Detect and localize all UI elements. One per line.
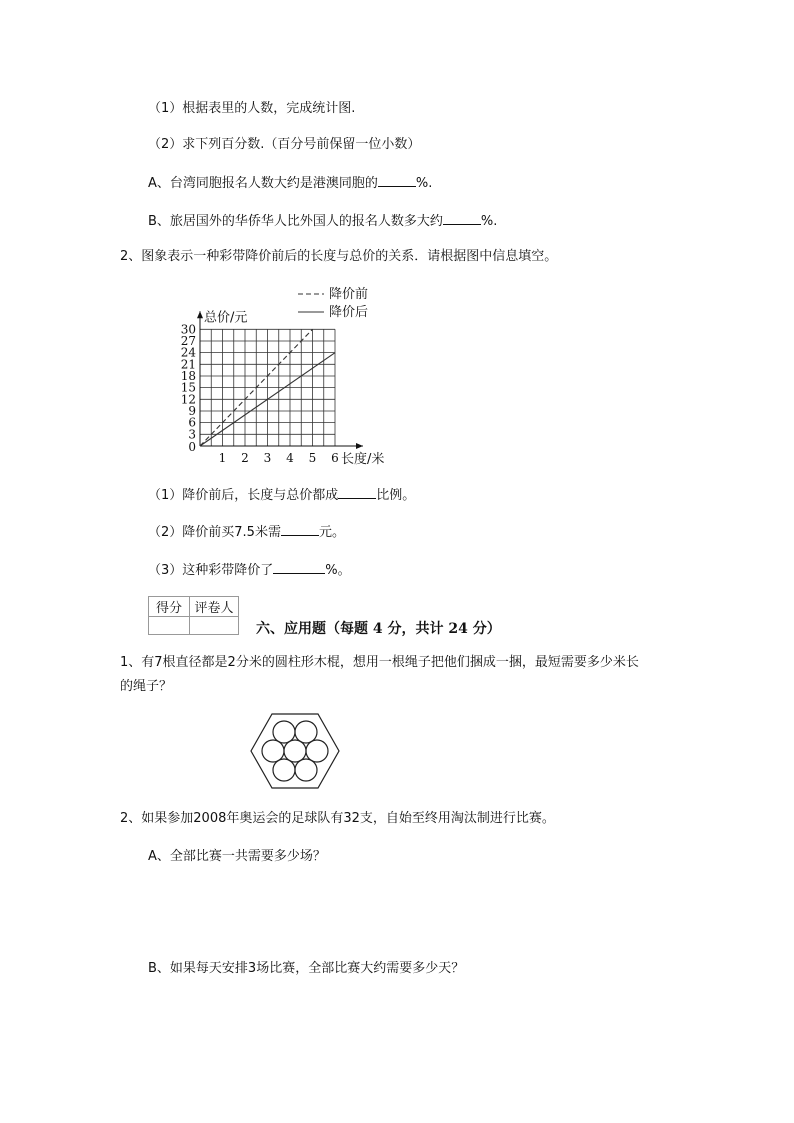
circle-top-right	[295, 721, 317, 743]
legend-label: 降价后	[329, 305, 369, 320]
score-table	[148, 596, 239, 635]
x-tick-label: 6	[331, 451, 339, 465]
x-tick-label: 5	[308, 451, 317, 465]
x-axis-label: 长度/米	[341, 452, 385, 467]
chart-axes	[197, 311, 363, 449]
y-tick-label: 21	[180, 357, 196, 372]
section-title: 六、应用题（每题 4 分，共计 24 分）	[256, 621, 501, 637]
y-tick-label: 24	[180, 345, 196, 360]
hexagon-outline	[251, 714, 339, 788]
y-tick-label: 6	[188, 415, 196, 430]
answer-blank[interactable]	[273, 561, 325, 574]
grader-cell[interactable]	[190, 617, 239, 635]
app-problem-1-line2: 的绳子？	[120, 679, 173, 694]
y-axis-arrow-icon	[197, 311, 203, 318]
app-problem-2-a: A、全部比赛一共需要多少场？	[148, 849, 326, 864]
app-problem-1-line1: 1、有7根直径都是2分米的圆柱形木棍，想用一根绳子把他们捆成一捆，最短需要多少米长	[120, 655, 639, 670]
circle-bottom-left	[273, 759, 295, 781]
circle-left	[262, 740, 284, 762]
circle-bottom-right	[295, 759, 317, 781]
q1-part2: （2）求下列百分数.（百分号前保留一位小数）	[148, 137, 421, 152]
y-tick-label: 0	[188, 440, 196, 454]
score-header: 得分	[149, 597, 190, 617]
x-tick-label: 2	[241, 451, 249, 465]
answer-blank[interactable]	[378, 174, 416, 187]
price-length-chart	[170, 286, 410, 466]
q1-part1: （1）根据表里的人数，完成统计图.	[148, 101, 356, 116]
y-tick-label: 30	[180, 322, 196, 337]
answer-blank[interactable]	[281, 523, 319, 536]
y-tick-label: 12	[180, 392, 196, 407]
y-tick-label: 3	[188, 427, 196, 442]
circle-top-left	[273, 721, 295, 743]
legend-label: 降价前	[329, 287, 369, 302]
circle-center	[284, 740, 306, 762]
q2-question-1: （1）降价前后，长度与总价都成 比例。	[148, 488, 416, 503]
x-tick-label: 1	[218, 451, 227, 465]
y-tick-label: 18	[180, 368, 196, 383]
score-cell[interactable]	[149, 617, 190, 635]
y-tick-label: 15	[180, 380, 196, 395]
answer-blank[interactable]	[443, 212, 481, 225]
x-tick-label: 3	[263, 451, 272, 465]
chart-grid	[200, 329, 335, 446]
y-tick-label: 9	[188, 403, 196, 418]
y-tick-label: 27	[180, 333, 196, 348]
app-problem-2-intro: 2、如果参加2008年奥运会的足球队有32支，自始至终用淘汰制进行比赛。	[120, 811, 555, 826]
q1-question-b: B、旅居国外的华侨华人比外国人的报名人数多大约 %.	[148, 214, 498, 229]
x-tick-label: 4	[286, 451, 294, 465]
q2-intro: 2、图象表示一种彩带降价前后的长度与总价的关系．请根据图中信息填空。	[120, 249, 558, 264]
x-axis-arrow-icon	[356, 443, 363, 449]
grader-header: 评卷人	[190, 597, 239, 617]
chart-legend	[298, 287, 368, 320]
q2-question-2: （2）降价前买7.5米需 元。	[148, 525, 345, 540]
q2-question-3: （3）这种彩带降价了 %。	[148, 563, 351, 578]
seven-circles-hexagon-figure	[250, 712, 340, 792]
y-axis-label: 总价/元	[204, 310, 248, 326]
answer-blank[interactable]	[338, 486, 376, 499]
circle-right	[306, 740, 328, 762]
q1-question-a: A、台湾同胞报名人数大约是港澳同胞的 %.	[148, 176, 433, 191]
app-problem-2-b: B、如果每天安排3场比赛，全部比赛大约需要多少天？	[148, 961, 465, 976]
